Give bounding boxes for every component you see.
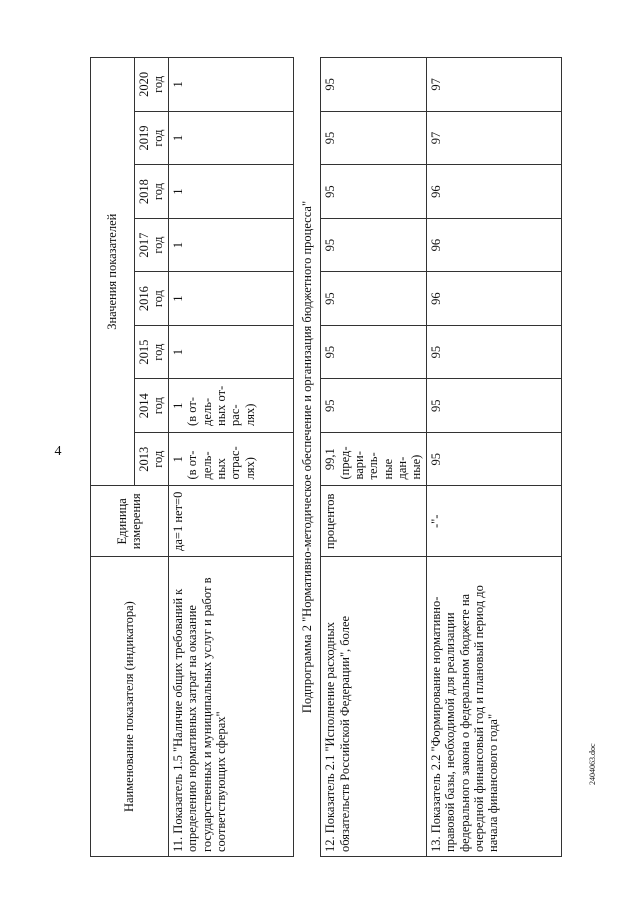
value-cell bbox=[168, 379, 293, 433]
value-cell: 95 bbox=[426, 432, 561, 486]
header-year: 2019 год bbox=[135, 111, 169, 165]
value-cell bbox=[321, 432, 427, 486]
value-cell: 95 bbox=[426, 379, 561, 433]
value-cell: 95 bbox=[321, 272, 427, 326]
header-year: 2015 год bbox=[135, 325, 169, 379]
indicator-name: 11. Показатель 1.5 "Наличие общих требований к определению нормативных затрат на оказание государственных и муниципальных услуг и работ в соответствующих сферах" bbox=[168, 557, 293, 857]
indicator-unit: да=1 нет=0 bbox=[168, 486, 293, 557]
header-year: 2018 год bbox=[135, 165, 169, 219]
table-row bbox=[426, 58, 561, 857]
indicator-name: 13. Показатель 2.2 "Формирование нормативно-правовой базы, необходимой для реализации федерального закона о федеральном бюджете на очередной финансовый год и плановый период до начала финансового года" bbox=[426, 557, 561, 857]
value-note: (пред-вари-тель-ные дан-ные) bbox=[337, 446, 424, 480]
value-cell: 95 bbox=[321, 325, 427, 379]
value-cell: 97 bbox=[426, 111, 561, 165]
value-cell: 1 bbox=[168, 165, 293, 219]
value-note: (в от-дель-ных отрас-лях) bbox=[185, 446, 257, 480]
header-year: 2014 год bbox=[135, 379, 169, 433]
value-cell bbox=[168, 432, 293, 486]
header-year: 2016 год bbox=[135, 272, 169, 326]
subprogram-row bbox=[293, 58, 320, 857]
value-cell: 1 bbox=[168, 58, 293, 112]
value-cell: 1 bbox=[168, 325, 293, 379]
value-cell: 96 bbox=[426, 272, 561, 326]
header-year: 2020 год bbox=[135, 58, 169, 112]
table-row bbox=[168, 58, 293, 857]
indicator-unit: процентов bbox=[321, 486, 427, 557]
header-name: Наименование показателя (индикатора) bbox=[91, 557, 169, 857]
page-number: 4 bbox=[54, 444, 62, 459]
header-values: Значения показателей bbox=[91, 58, 135, 486]
value-cell: 96 bbox=[426, 218, 561, 272]
value-cell: 97 bbox=[426, 58, 561, 112]
indicator-name: 12. Показатель 2.1 "Исполнение расходных обязательств Российской Федерации", более bbox=[321, 557, 427, 857]
table-row bbox=[321, 58, 427, 857]
header-unit: Единица измерения bbox=[91, 486, 169, 557]
indicator-unit: -"- bbox=[426, 486, 561, 557]
rotated-table-container bbox=[90, 57, 550, 857]
value-cell: 96 bbox=[426, 165, 561, 219]
value-cell: 1 bbox=[168, 272, 293, 326]
value-cell: 95 bbox=[321, 111, 427, 165]
indicators-table bbox=[90, 57, 562, 857]
value-cell: 95 bbox=[321, 58, 427, 112]
value-cell: 95 bbox=[321, 165, 427, 219]
value-cell: 1 bbox=[168, 218, 293, 272]
value: 1 bbox=[170, 402, 185, 409]
value-note: (в от-дель-ных от-рас-лях) bbox=[185, 385, 257, 426]
value: 1 bbox=[170, 456, 185, 463]
header-year: 2017 год bbox=[135, 218, 169, 272]
value-cell: 95 bbox=[321, 379, 427, 433]
subprogram-title: Подпрограмма 2 "Нормативно-методическое обеспечение и организация бюджетного процесса" bbox=[293, 58, 320, 857]
value-cell: 1 bbox=[168, 111, 293, 165]
value-cell: 95 bbox=[426, 325, 561, 379]
header-year: 2013 год bbox=[135, 432, 169, 486]
value-cell: 95 bbox=[321, 218, 427, 272]
footer-filename: 2404063.doc bbox=[588, 743, 597, 785]
value: 99,1 bbox=[323, 448, 338, 471]
